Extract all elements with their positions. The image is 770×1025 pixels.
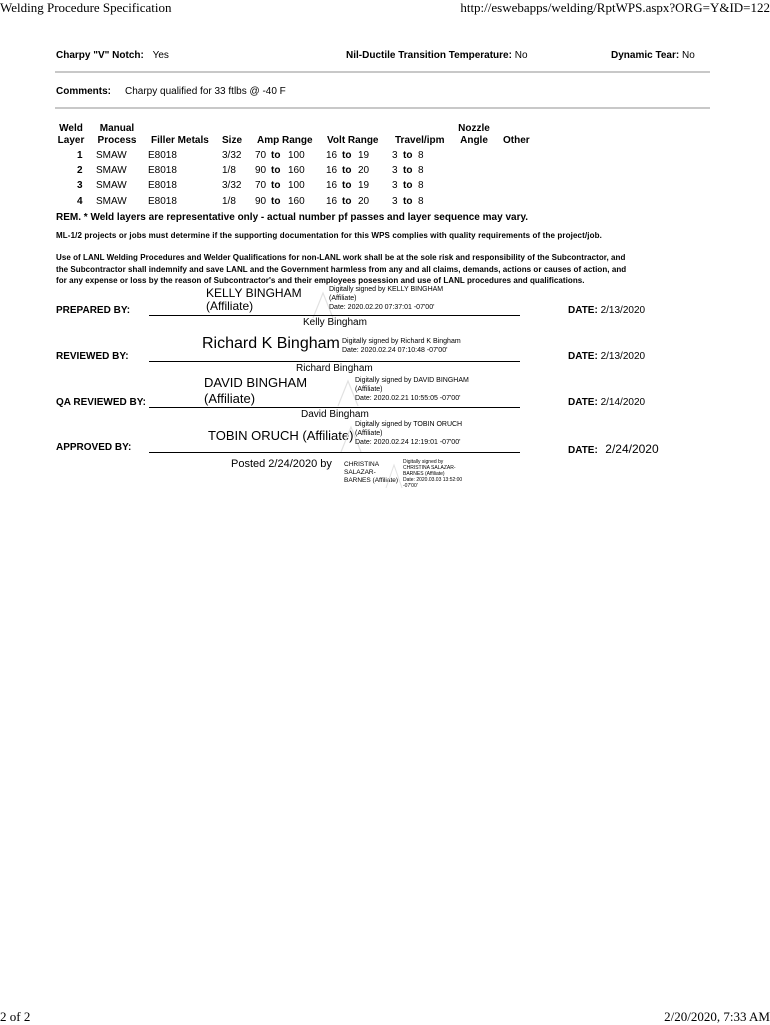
charpy-value: Yes	[152, 50, 169, 61]
cell-volt-high: 20	[358, 165, 370, 176]
cell-travel-high: 8	[418, 150, 424, 161]
cell-process: SMAW	[96, 165, 127, 176]
cell-filler: E8018	[148, 150, 177, 161]
qa-printed-name: David Bingham	[301, 409, 369, 420]
cell-layer: 1	[77, 150, 83, 161]
divider	[55, 107, 710, 109]
col-nozzle-angle-line1: Nozzle	[458, 123, 490, 134]
qa-date	[568, 397, 645, 408]
cell-volt-to: to	[342, 196, 352, 207]
col-other: Other	[503, 135, 530, 146]
date-value: 2/13/2020	[600, 351, 646, 362]
signer-affiliation: (Affiliate)	[206, 299, 254, 313]
date-value: 2/14/2020	[600, 397, 646, 408]
cell-layer: 2	[77, 165, 83, 176]
cell-process: SMAW	[96, 150, 127, 161]
cell-amp-to: to	[271, 150, 281, 161]
prepared-date	[568, 305, 645, 316]
cell-travel-low: 3	[392, 150, 398, 161]
ds-line: Digitally signed by	[403, 459, 444, 465]
cell-volt-high: 19	[358, 150, 370, 161]
ds-line: Date: 2020.02.20 07:37:01 -07'00'	[329, 304, 435, 311]
prepared-by-label: PREPARED BY:	[56, 305, 131, 316]
ds-line: Digitally signed by Richard K Bingham	[342, 338, 461, 345]
cell-size: 3/32	[222, 150, 242, 161]
posted-digital-signature	[403, 459, 462, 489]
approved-signature: TOBIN ORUCH (Affiliate)	[208, 428, 354, 443]
rem-note: REM. * Weld layers are representative only - actual number pf passes and layer sequence may vary.	[56, 212, 529, 223]
cell-travel-to: to	[403, 196, 413, 207]
cell-volt-high: 20	[358, 196, 370, 207]
qa-digital-signature	[355, 376, 469, 403]
signer-name: CHRISTINA	[344, 461, 380, 468]
reviewed-by-label: REVIEWED BY:	[56, 351, 129, 362]
signature-line	[149, 315, 520, 316]
dynamic-tear-label: Dynamic Tear:	[611, 50, 680, 61]
prepared-signature	[206, 287, 302, 313]
print-header-title: Welding Procedure Specification	[0, 0, 172, 15]
cell-filler: E8018	[148, 196, 177, 207]
ds-line: Digitally signed by TOBIN ORUCH	[355, 421, 463, 428]
date-value: 2/13/2020	[600, 305, 646, 316]
col-nozzle-angle	[456, 123, 492, 147]
col-filler-metals: Filler Metals	[151, 135, 209, 146]
cell-volt-low: 16	[326, 196, 338, 207]
cell-amp-low: 70	[255, 180, 267, 191]
date-label: DATE:	[568, 397, 598, 408]
lanl-use-note	[56, 252, 626, 287]
approved-date	[568, 440, 659, 458]
cell-layer: 3	[77, 180, 83, 191]
cell-size: 1/8	[222, 196, 236, 207]
lanl-use-line: Use of LANL Welding Procedures and Welder Qualifications for non-LANL work shall be at the sole risk and responsibility of the Subcontractor, and	[56, 253, 626, 262]
reviewed-signature: Richard K Bingham	[202, 335, 340, 352]
ds-line: Digitally signed by KELLY BINGHAM	[329, 286, 444, 293]
cell-amp-high: 100	[288, 150, 305, 161]
date-label: DATE:	[568, 445, 598, 456]
qa-reviewed-by-label: QA REVIEWED BY:	[56, 397, 147, 408]
col-weld-layer-line2: Layer	[57, 135, 85, 146]
signer-name: KELLY BINGHAM	[206, 286, 302, 300]
ds-line: Date: 2020.03.03 13:52:00	[403, 477, 463, 483]
cell-filler: E8018	[148, 165, 177, 176]
signature-line	[149, 407, 520, 408]
cell-size: 1/8	[222, 165, 236, 176]
cell-amp-to: to	[271, 196, 281, 207]
cell-travel-high: 8	[418, 165, 424, 176]
signature-mark-icon	[383, 462, 405, 490]
ds-line: (Affiliate)	[329, 295, 357, 302]
col-manual-process-line1: Manual	[99, 123, 135, 134]
cell-travel-low: 3	[392, 165, 398, 176]
ds-line: (Affiliate)	[355, 430, 383, 437]
cell-travel-to: to	[403, 165, 413, 176]
signature-line	[149, 452, 520, 453]
col-manual-process	[96, 123, 138, 147]
print-datetime: 2/20/2020, 7:33 AM	[664, 1009, 770, 1024]
cell-volt-to: to	[342, 180, 352, 191]
charpy-field	[56, 50, 169, 61]
nil-ductile-field	[346, 50, 528, 61]
cell-process: SMAW	[96, 196, 127, 207]
cell-travel-low: 3	[392, 180, 398, 191]
signer-name: DAVID BINGHAM	[204, 375, 308, 390]
reviewed-digital-signature	[342, 337, 461, 355]
signer-name: BARNES (Affiliate)	[344, 477, 399, 484]
cell-travel-high: 8	[418, 196, 424, 207]
col-weld-layer-line1: Weld	[59, 123, 83, 134]
date-label: DATE:	[568, 351, 598, 362]
cell-filler: E8018	[148, 180, 177, 191]
cell-amp-high: 160	[288, 196, 305, 207]
signer-name: SALAZAR-	[344, 469, 376, 476]
reviewed-printed-name: Richard Bingham	[296, 363, 373, 374]
print-header-url: http://eswebapps/welding/RptWPS.aspx?ORG=Y&ID=122	[460, 0, 770, 15]
cell-amp-high: 160	[288, 165, 305, 176]
ds-line: Digitally signed by DAVID BINGHAM	[355, 377, 469, 384]
cell-travel-to: to	[403, 180, 413, 191]
ds-line: Date: 2020.02.24 07:10:48 -07'00'	[342, 347, 448, 354]
posted-text: Posted 2/24/2020 by	[231, 458, 332, 470]
cell-volt-to: to	[342, 165, 352, 176]
comments-value: Charpy qualified for 33 ftlbs @ -40 F	[125, 86, 286, 97]
signer-affiliation: (Affiliate)	[204, 391, 256, 406]
approved-digital-signature	[355, 420, 462, 447]
nil-ductile-value: No	[514, 50, 528, 61]
cell-volt-high: 19	[358, 180, 370, 191]
cell-layer: 4	[77, 196, 83, 207]
nil-ductile-label: Nil-Ductile Transition Temperature:	[346, 50, 512, 61]
charpy-label: Charpy "V" Notch:	[56, 50, 144, 61]
page-number: 2 of 2	[0, 1009, 31, 1024]
cell-size: 3/32	[222, 180, 242, 191]
comments-label: Comments:	[56, 86, 112, 97]
divider	[55, 71, 710, 73]
cell-volt-low: 16	[326, 165, 338, 176]
date-label: DATE:	[568, 305, 598, 316]
cell-volt-to: to	[342, 150, 352, 161]
cell-process: SMAW	[96, 180, 127, 191]
signature-line	[149, 361, 520, 362]
cell-amp-low: 90	[255, 196, 267, 207]
dynamic-tear-field	[611, 50, 695, 61]
ds-line: -07'00'	[403, 483, 418, 489]
cell-amp-high: 100	[288, 180, 305, 191]
col-manual-process-line2: Process	[97, 135, 137, 146]
col-weld-layer	[56, 123, 86, 147]
ds-line: BARNES (Affiliate)	[403, 471, 445, 477]
cell-amp-to: to	[271, 165, 281, 176]
prepared-digital-signature	[329, 285, 443, 312]
approved-by-label: APPROVED BY:	[56, 442, 132, 453]
ds-line: Date: 2020.02.21 10:55:05 -07'00'	[355, 395, 461, 402]
lanl-use-line: for any expense or loss by the reason of Subcontractor's and their employees posession and use of LANL procedures and qualifications.	[56, 276, 585, 285]
ml-note: ML-1/2 projects or jobs must determine if the supporting documentation for this WPS complies with quality requirements of the project/job.	[56, 231, 602, 240]
reviewed-date	[568, 351, 645, 362]
ds-line: Date: 2020.02.24 12:19:01 -07'00'	[355, 439, 461, 446]
cell-amp-low: 90	[255, 165, 267, 176]
cell-travel-low: 3	[392, 196, 398, 207]
col-amp-range: Amp Range	[257, 135, 313, 146]
ds-line: CHRISTINA SALAZAR-	[403, 465, 456, 471]
col-travel: Travel/ipm	[395, 135, 445, 146]
col-nozzle-angle-line2: Angle	[460, 135, 488, 146]
date-value: 2/24/2020	[605, 442, 659, 456]
cell-amp-low: 70	[255, 150, 267, 161]
cell-amp-to: to	[271, 180, 281, 191]
ds-line: (Affiliate)	[355, 386, 383, 393]
cell-volt-low: 16	[326, 180, 338, 191]
lanl-use-line: the Subcontractor shall indemnify and save LANL and the Government harmless from any and all claims, demands, actions or causes of action, and	[56, 264, 627, 274]
cell-travel-to: to	[403, 150, 413, 161]
prepared-printed-name: Kelly Bingham	[303, 317, 367, 328]
col-size: Size	[222, 135, 243, 146]
dynamic-tear-value: No	[681, 50, 695, 61]
cell-travel-high: 8	[418, 180, 424, 191]
cell-volt-low: 16	[326, 150, 338, 161]
qa-signature	[204, 375, 307, 407]
col-volt-range: Volt Range	[327, 135, 379, 146]
